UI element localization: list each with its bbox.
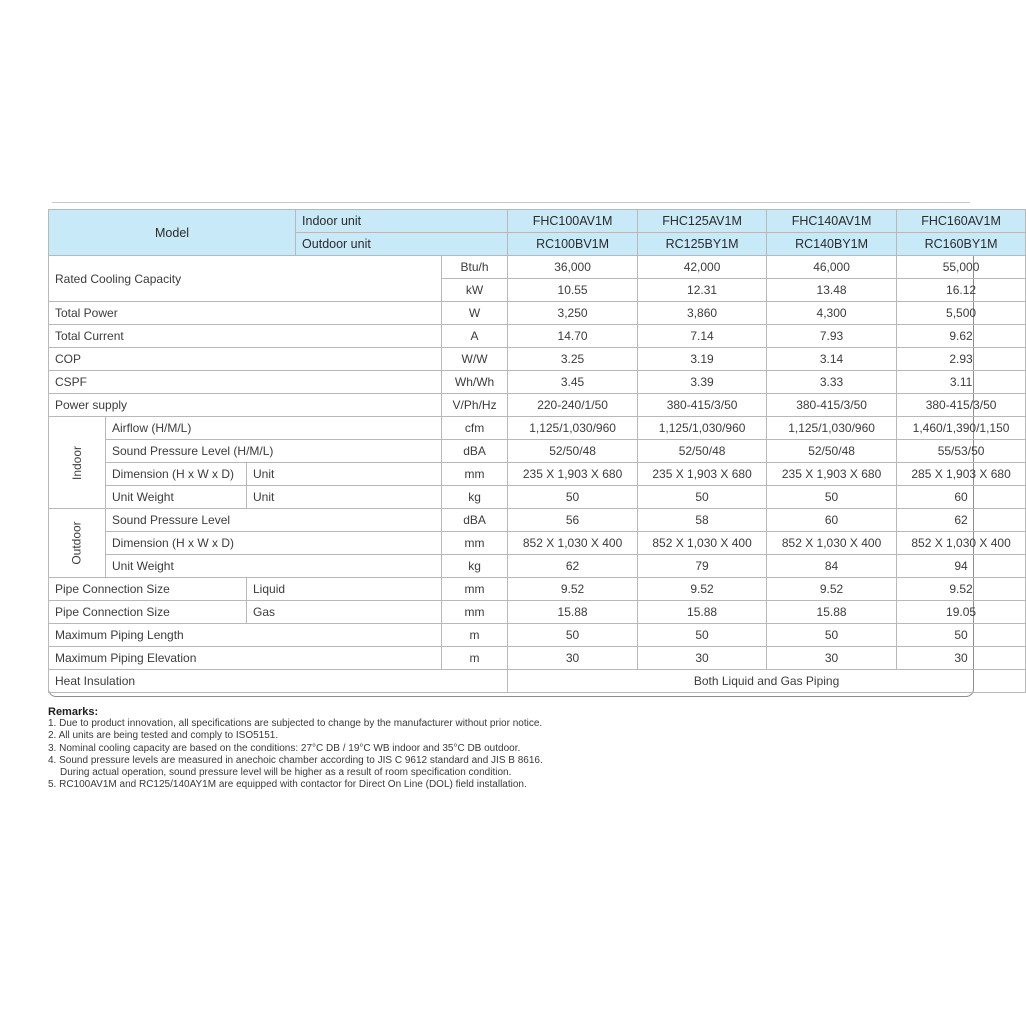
value-cell: 285 X 1,903 X 680 [897, 463, 1026, 486]
value-cell: 3.11 [897, 371, 1026, 394]
outdoor-model: RC140BY1M [767, 233, 897, 256]
unit-cell: mm [442, 601, 508, 624]
row-label: Pipe Connection Size [49, 578, 247, 601]
outdoor-model: RC160BY1M [897, 233, 1026, 256]
table-row [49, 486, 1026, 509]
unit-cell: kg [442, 555, 508, 578]
value-cell: 9.52 [767, 578, 897, 601]
value-cell: 46,000 [767, 256, 897, 279]
value-cell: 55/53/50 [897, 440, 1026, 463]
value-cell: 852 X 1,030 X 400 [508, 532, 638, 555]
unit-cell: dBA [442, 440, 508, 463]
value-cell: 220-240/1/50 [508, 394, 638, 417]
indoor-model: FHC140AV1M [767, 210, 897, 233]
row-sublabel: Gas [247, 601, 442, 624]
value-cell: 852 X 1,030 X 400 [638, 532, 767, 555]
value-cell: 15.88 [638, 601, 767, 624]
value-cell: 36,000 [508, 256, 638, 279]
model-header: Model [49, 210, 296, 256]
table-row [49, 394, 1026, 417]
row-label: Total Current [49, 325, 442, 348]
value-cell: 15.88 [767, 601, 897, 624]
value-cell: 1,125/1,030/960 [638, 417, 767, 440]
unit-cell: kg [442, 486, 508, 509]
value-cell: 235 X 1,903 X 680 [767, 463, 897, 486]
table-row [49, 578, 1026, 601]
value-cell: 58 [638, 509, 767, 532]
row-label: Dimension (H x W x D) [106, 463, 247, 486]
remarks-title: Remarks: [48, 706, 99, 718]
value-cell: 50 [508, 624, 638, 647]
value-cell: 50 [767, 486, 897, 509]
row-label: CSPF [49, 371, 442, 394]
value-cell: 30 [508, 647, 638, 670]
unit-cell: m [442, 647, 508, 670]
remarks-section [48, 706, 948, 791]
table-row [49, 624, 1026, 647]
indoor-model: FHC125AV1M [638, 210, 767, 233]
indoor-group-text: Indoor [70, 445, 84, 480]
value-cell: 3.25 [508, 348, 638, 371]
value-cell: 52/50/48 [638, 440, 767, 463]
indoor-unit-header: Indoor unit [296, 210, 508, 233]
value-cell: 7.14 [638, 325, 767, 348]
row-sublabel: Liquid [247, 578, 442, 601]
value-cell: 852 X 1,030 X 400 [767, 532, 897, 555]
value-cell: 380-415/3/50 [897, 394, 1026, 417]
value-cell: 50 [508, 486, 638, 509]
value-cell: 5,500 [897, 302, 1026, 325]
value-cell: 62 [897, 509, 1026, 532]
row-label: Sound Pressure Level [106, 509, 442, 532]
table-row [49, 555, 1026, 578]
unit-cell: cfm [442, 417, 508, 440]
table-row [49, 601, 1026, 624]
value-cell: 50 [767, 624, 897, 647]
value-cell: 3.33 [767, 371, 897, 394]
table-row [49, 440, 1026, 463]
value-cell: 14.70 [508, 325, 638, 348]
value-cell: 9.52 [638, 578, 767, 601]
unit-cell: W/W [442, 348, 508, 371]
value-cell: 852 X 1,030 X 400 [897, 532, 1026, 555]
unit-cell: dBA [442, 509, 508, 532]
unit-cell: mm [442, 578, 508, 601]
table-row [49, 417, 1026, 440]
outdoor-group-label [49, 509, 106, 578]
value-cell: 1,460/1,390/1,150 [897, 417, 1026, 440]
value-cell: 1,125/1,030/960 [508, 417, 638, 440]
value-cell: 3.45 [508, 371, 638, 394]
remark-line: 1. Due to product innovation, all specifications are subjected to change by the manufacturer without prior notice. [48, 718, 543, 730]
value-cell: 380-415/3/50 [638, 394, 767, 417]
value-cell: 235 X 1,903 X 680 [638, 463, 767, 486]
value-cell: 1,125/1,030/960 [767, 417, 897, 440]
table-row [49, 647, 1026, 670]
value-cell: 79 [638, 555, 767, 578]
header-row-indoor [49, 210, 1026, 233]
value-cell: 9.52 [508, 578, 638, 601]
value-cell: 12.31 [638, 279, 767, 302]
value-cell: 9.62 [897, 325, 1026, 348]
value-cell: 50 [897, 624, 1026, 647]
value-cell: 3.19 [638, 348, 767, 371]
value-cell: 62 [508, 555, 638, 578]
row-label: Sound Pressure Level (H/M/L) [106, 440, 442, 463]
remark-line: 3. Nominal cooling capacity are based on the conditions: 27°C DB / 19°C WB indoor and 35°C DB outdoor. [48, 742, 521, 754]
indoor-model: FHC100AV1M [508, 210, 638, 233]
value-cell: 3,250 [508, 302, 638, 325]
unit-cell: m [442, 624, 508, 647]
value-cell: 15.88 [508, 601, 638, 624]
outdoor-group-text: Outdoor [69, 521, 84, 565]
unit-cell: mm [442, 532, 508, 555]
value-cell: Both Liquid and Gas Piping [508, 670, 1026, 693]
value-cell: 19.05 [897, 601, 1026, 624]
value-cell: 52/50/48 [767, 440, 897, 463]
value-cell: 84 [767, 555, 897, 578]
value-cell: 60 [897, 486, 1026, 509]
top-divider [52, 202, 970, 203]
value-cell: 55,000 [897, 256, 1026, 279]
unit-cell: V/Ph/Hz [442, 394, 508, 417]
value-cell: 50 [638, 624, 767, 647]
row-label: Pipe Connection Size [49, 601, 247, 624]
table-row [49, 348, 1026, 371]
value-cell: 56 [508, 509, 638, 532]
table-row [49, 509, 1026, 532]
value-cell: 13.48 [767, 279, 897, 302]
outdoor-unit-header: Outdoor unit [296, 233, 508, 256]
value-cell: 30 [897, 647, 1026, 670]
row-label: Rated Cooling Capacity [49, 256, 442, 302]
table-row [49, 463, 1026, 486]
unit-cell: kW [442, 279, 508, 302]
unit-cell: Wh/Wh [442, 371, 508, 394]
table-row [49, 532, 1026, 555]
value-cell: 30 [638, 647, 767, 670]
row-label: Maximum Piping Length [49, 624, 442, 647]
row-label: Airflow (H/M/L) [106, 417, 442, 440]
remark-line: 5. RC100AV1M and RC125/140AY1M are equipped with contactor for Direct On Line (DOL) field installation. [48, 779, 527, 791]
row-label: Unit Weight [106, 486, 247, 509]
value-cell: 3.14 [767, 348, 897, 371]
indoor-model: FHC160AV1M [897, 210, 1026, 233]
value-cell: 50 [638, 486, 767, 509]
remark-line: During actual operation, sound pressure level will be higher as a result of room specification condition. [60, 767, 512, 779]
unit-cell: W [442, 302, 508, 325]
value-cell: 7.93 [767, 325, 897, 348]
remark-line: 2. All units are being tested and comply to ISO5151. [48, 730, 279, 742]
value-cell: 4,300 [767, 302, 897, 325]
table-row [49, 670, 1026, 693]
remark-line: 4. Sound pressure levels are measured in anechoic chamber according to JIS C 9612 standard and JIS B 8616. [48, 754, 543, 766]
value-cell: 30 [767, 647, 897, 670]
row-sublabel: Unit [247, 486, 442, 509]
row-label: Dimension (H x W x D) [106, 532, 442, 555]
outdoor-model: RC125BY1M [638, 233, 767, 256]
value-cell: 3.39 [638, 371, 767, 394]
table-row [49, 256, 1026, 279]
table-row [49, 302, 1026, 325]
unit-cell: mm [442, 463, 508, 486]
row-label: Maximum Piping Elevation [49, 647, 442, 670]
value-cell: 16.12 [897, 279, 1026, 302]
value-cell: 10.55 [508, 279, 638, 302]
value-cell: 52/50/48 [508, 440, 638, 463]
value-cell: 94 [897, 555, 1026, 578]
spec-table [48, 209, 1026, 693]
row-label: Unit Weight [106, 555, 442, 578]
value-cell: 235 X 1,903 X 680 [508, 463, 638, 486]
row-label: Total Power [49, 302, 442, 325]
spec-table-frame [48, 209, 1011, 697]
row-label: COP [49, 348, 442, 371]
row-label: Power supply [49, 394, 442, 417]
value-cell: 9.52 [897, 578, 1026, 601]
row-label: Heat Insulation [49, 670, 508, 693]
table-row [49, 325, 1026, 348]
value-cell: 380-415/3/50 [767, 394, 897, 417]
value-cell: 3,860 [638, 302, 767, 325]
value-cell: 42,000 [638, 256, 767, 279]
unit-cell: Btu/h [442, 256, 508, 279]
table-row [49, 371, 1026, 394]
outdoor-model: RC100BV1M [508, 233, 638, 256]
value-cell: 60 [767, 509, 897, 532]
row-sublabel: Unit [247, 463, 442, 486]
indoor-group-label [49, 417, 106, 509]
value-cell: 2.93 [897, 348, 1026, 371]
unit-cell: A [442, 325, 508, 348]
